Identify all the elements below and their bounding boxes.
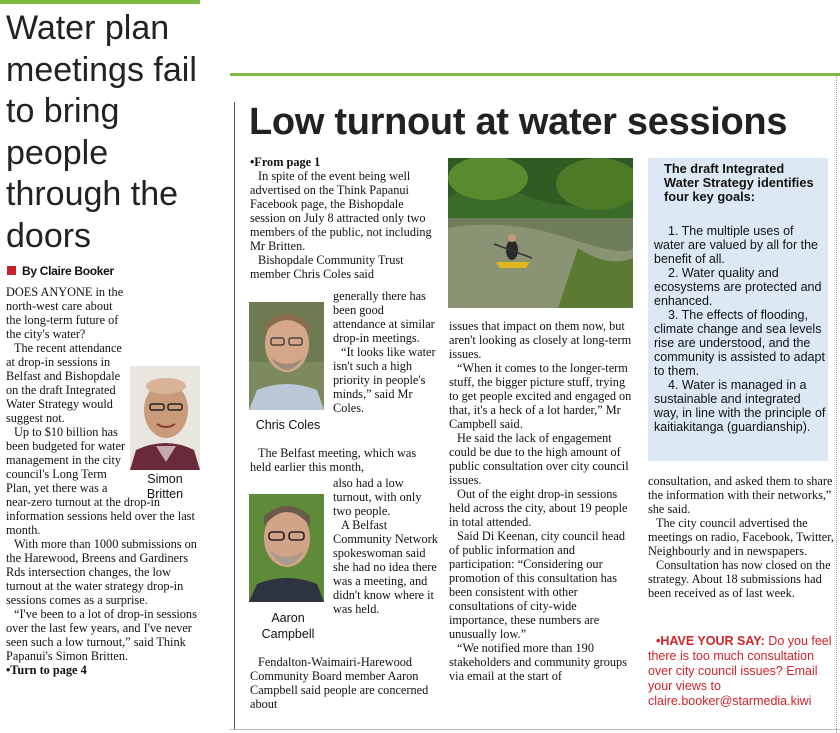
photo-chris-coles (249, 302, 324, 410)
c1-p2a: Bishopdale Community Trust member Chris Coles said (250, 253, 404, 281)
left-paragraph: “I've been to a lot of drop-in sessions over the last few years, and I've never seen such a low turnout,” said Think Papanui's Simon Britten. (6, 607, 197, 663)
goal-item: 4. Water is managed in a sustainable and integrated way, in line with the principle of kaitiakitanga (guardianship). (654, 378, 826, 434)
main-dotted-rule (836, 76, 837, 733)
main-col1-bottom (250, 655, 438, 711)
portrait-coles-image (249, 302, 324, 410)
caption-campbell-text: Aaron Campbell (261, 611, 315, 641)
sidebar-title: The draft Integrated Water Strategy identifies four key goals: (664, 161, 814, 204)
c1-p5: A Belfast Community Network spokeswoman said she had no idea there was a meeting, and didn't know where it was held. (333, 518, 438, 616)
c2-p5: Said Di Keenan, city council head of public information and participation: “Considering our promotion of this consultation has been consistent with other consultations of city-wide importance, these numbers are unusually low.” (449, 529, 626, 641)
left-paragraph: Up to $10 billion has been budgeted for water management in the city council's Long Term Plan, yet there was a near-zero turnout at the drop-in information sessions held over the last month. (6, 425, 195, 537)
britten-photo-space (128, 357, 200, 489)
byline-text: By Claire Booker (22, 264, 114, 278)
c1-p6: Fendalton-Waimairi-Harewood Community Board member Aaron Campbell said people are concerned about (250, 655, 429, 711)
goals-sidebar (648, 158, 828, 461)
c3-p2: The city council advertised the meetings on radio, Facebook, Twitter, Neighbourly and in newspapers. (648, 516, 834, 558)
caption-britten: Simon Britten (146, 472, 184, 501)
left-paragraph: DOES ANYONE in the north-west care about the long-term future of the city's water? (6, 285, 124, 341)
c1-p3: “It looks like water isn't such a high priority in people's minds,” said Mr Coles. (333, 345, 436, 415)
photo-aaron-campbell (249, 494, 324, 602)
have-your-say (648, 634, 836, 709)
caption-coles: Chris Coles (255, 418, 321, 432)
c1-p1: In spite of the event being well advertised on the Think Papanui Facebook page, the Bishopdale session on July 8 attracted only two members of the public, not including Mr Britten. (250, 169, 432, 253)
left-paragraph: The recent attendance at drop-in sessions in Belfast and Bishopdale on the draft Integrated Water Strategy would suggest not. (6, 341, 122, 425)
left-paragraph: With more than 1000 submissions on the Harewood, Breens and Gardiners Rds intersection changes, the low turnout at the water strategy drop-in sessions comes as a surprise. (6, 537, 197, 607)
from-page: •From page 1 (250, 155, 321, 169)
sidebar-goals (654, 224, 828, 434)
c2-p6: “We notified more than 190 stakeholders and community groups via email at the start of (449, 641, 627, 683)
left-accent-bar (0, 0, 200, 4)
byline-marker (7, 266, 16, 275)
c1-p4a: The Belfast meeting, which was held earlier this month, (250, 446, 417, 474)
c1-p2b: generally there has been good attendance at similar drop-in meetings. (333, 289, 435, 345)
c2-p1: issues that impact on them now, but aren't looking as closely at long-term issues. (449, 319, 632, 361)
main-col1-mid (250, 446, 438, 474)
main-col2 (449, 319, 635, 683)
c3-p1: consultation, and asked them to share the information with their networks,” she said. (648, 474, 833, 516)
caption-campbell (249, 610, 327, 642)
bottom-rule (230, 729, 840, 730)
photo-kayaker (448, 158, 633, 308)
main-accent-bar (230, 73, 840, 76)
left-body (6, 285, 200, 677)
c2-p4: Out of the eight drop-in sessions held across the city, about 19 people in total attended. (449, 487, 628, 529)
c3-p3: Consultation has now closed on the strategy. About 18 submissions had been received as of last week. (648, 558, 831, 600)
kayak-river-image (448, 158, 633, 308)
main-headline: Low turnout at water sessions (249, 101, 788, 143)
main-left-rule (234, 102, 235, 730)
main-col1-beside-coles (333, 289, 439, 415)
have-your-say-label: •HAVE YOUR SAY: (656, 634, 765, 648)
c2-p3: He said the lack of engagement could be due to the high amount of public consultation over city council issues. (449, 431, 629, 487)
goal-item: 2. Water quality and ecosystems are protected and enhanced. (654, 266, 822, 308)
jump-line: •Turn to page 4 (6, 663, 87, 677)
goal-item: 3. The effects of flooding, climate change and sea levels rise are understood, and the community is assisted to adapt to them. (654, 308, 825, 378)
portrait-campbell-image (249, 494, 324, 602)
left-headline: Water plan meetings fail to bring people through the doors (6, 9, 197, 255)
main-col3 (648, 474, 834, 600)
have-your-say-text: Do you feel there is too much consultation over city council issues? Email your views to claire.booker@starmedia.kiwi (648, 634, 832, 708)
main-col1 (250, 155, 438, 281)
c2-p2: “When it comes to the longer-term stuff, the bigger picture stuff, trying to get people excited and engaged on that, it's a heck of a lot harder,” Mr Campbell said. (449, 361, 632, 431)
main-col1-beside-campbell (333, 476, 439, 616)
c1-p4b: also had a low turnout, with only two people. (333, 476, 422, 518)
goal-item: 1. The multiple uses of water are valued by all for the benefit of all. (654, 224, 818, 266)
byline (7, 264, 114, 278)
